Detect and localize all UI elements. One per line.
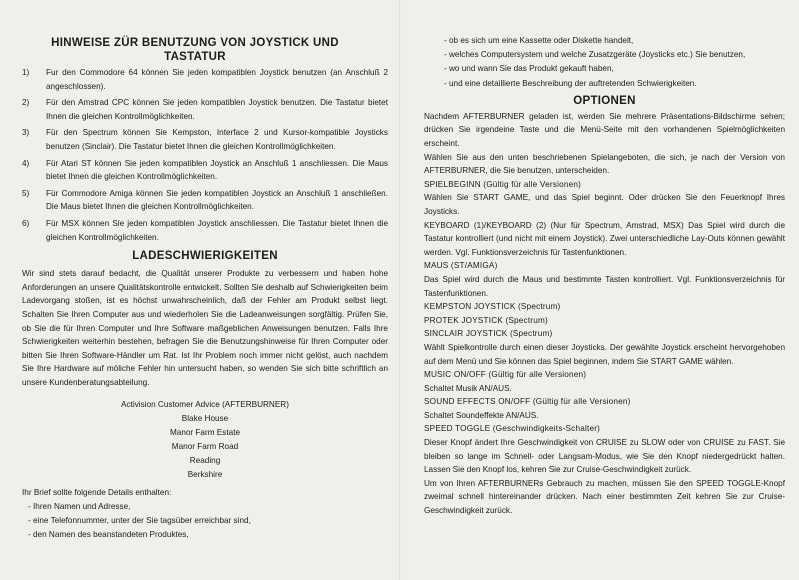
maus-text: Das Spiel wird durch die Maus und bestimmte Tasten kontrolliert. Vgl. Funktionsverzeichnis für Tastenfunktionen. xyxy=(424,274,785,298)
joystick-hints-list xyxy=(22,66,388,244)
keyboard-text: KEYBOARD (1)/KEYBOARD (2) (Nur für Spectrum, Amstrad, MSX) Das Spiel wird durch die Tastatur kontrolliert (und nicht mit einem Joystick). Zwei unterschiedliche Lay-Outs können gewählt werden. Vgl. Funktionsverzeichnis für Tastenfunktionen. xyxy=(424,220,785,257)
load-heading: LADESCHWIERIGKEITEN xyxy=(132,250,278,263)
address-line: Blake House xyxy=(181,414,229,424)
letter-details-list xyxy=(22,500,388,543)
sinclair-label: SINCLAIR JOYSTICK (Spectrum) xyxy=(424,329,553,339)
address-line: Reading xyxy=(189,456,221,466)
spielbeginn-text: Wählen Sie START GAME, und das Spiel beginnt. Oder drücken Sie den Feuerknopf Ihres Joysticks. xyxy=(424,193,785,216)
list-item: - Ihren Namen und Adresse, xyxy=(28,502,131,512)
load-paragraph: Wir sind stets darauf bedacht, die Qualität unserer Produkte zu verbessern und haben hohe Anforderungen an unsere Qualitätskontrolle entwickelt. Sollten Sie deshalb auf Schwierigkeiten beim Ladevorgang stoßen, ist es höchst unwahrscheinlich, daß der Fehler am Produkt selbst liegt. Schalten Sie Ihren Computer aus und wiederholen Sie die Ladeanweisungen sorgfältig. Prüfen Sie, ob Sie die für Ihren Computer und Ihre Software maßgeblichen Anweisungen benutzen. Falls Ihre Schwierigkeiten weiterhin bestehen, befragen Sie die Benutzungshinweise für Ihren Computer oder bitten Sie Ihren Software-Händler um Rat. Ist Ihr Problem noch immer nicht gelöst, auch nachdem Sie Ihre Hardware auf möliche Fehler hin untersucht haben, so wenden Sie sich bitte schriftlich an unsere Kundenberatungsabteilung. xyxy=(22,269,388,387)
hint-item: 2) Für den Amstrad CPC können Sie jeden kompatiblen Joystick benutzen. Die Tastatur bietet Ihnen die gleichen Kontrollmöglichkeiten. xyxy=(22,98,388,121)
hint-item: 5) Für Commodore Amiga können Sie jeden kompatiblen Joystick an Anschluß 1 anschließen. Die Maus bietet Ihnen die gleichen Kontrollmöglichkeiten. xyxy=(22,188,388,212)
list-item: - und eine detaillierte Beschreibung der auftretenden Schwierigkeiten. xyxy=(444,78,697,88)
letter-details-list-continued xyxy=(424,34,785,91)
address-line: Manor Farm Estate xyxy=(169,428,241,438)
address-block xyxy=(22,398,388,482)
speed-toggle-text-2: Um von Ihren AFTERBURNERs Gebrauch zu machen, müssen Sie den SPEED TOGGLE-Knopf zweimal schnell hintereinander drücken. Nach einer bestimmten Zeit kehren Sie zur Cruise-Geschwindigkeit zurück. xyxy=(424,478,785,516)
joystick-text: Wählt Spielkontrolle durch einen dieser Joysticks. Der gewählte Joystick erscheint hervorgehoben auf dem Menü und Sie können das Spiel beginnen, indem Sie START GAME wählen. xyxy=(424,342,785,366)
hint-item: 1) Fur den Commodore 64 können Sie jeden kompatiblen Joystick benutzen (an Anschluß 2 angeschlossen). xyxy=(22,68,388,91)
address-line: Manor Farm Road xyxy=(171,442,239,452)
options-section xyxy=(424,110,785,518)
sfx-label: SOUND EFFECTS ON/OFF (Gültig für alle Versionen) xyxy=(424,397,631,407)
options-heading: OPTIONEN xyxy=(573,94,636,107)
address-line: Activision Customer Advice (AFTERBURNER) xyxy=(121,400,289,410)
joystick-heading: HINWEISE ZÜR BENUTZUNG VON JOYSTICK UND TASTATUR xyxy=(51,37,339,63)
right-page xyxy=(400,0,799,580)
hint-item: 3) Für den Spectrum können Sie Kempston, Interface 2 und Kursor-kompatible Joysticks benutzen (Sinclair). Die Tastatur bietet Ihnen die gleichen Kontrollmöglichkeiten. xyxy=(22,128,388,151)
speed-toggle-label: SPEED TOGGLE (Geschwindigkeits-Schalter) xyxy=(424,424,601,434)
sfx-text: Schaltet Soundeffekte AN/AUS. xyxy=(424,410,539,420)
options-intro: Nachdem AFTERBURNER geladen ist, werden Sie mehrere Präsentations-Bildschirme sehen; drücken Sie irgendeine Taste und die Menü-Seite mit den vorhandenen Spielmöglichkeiten erscheint. xyxy=(424,111,785,148)
spielbeginn-label: SPIELBEGINN (Gültig für alle Versionen) xyxy=(424,179,582,189)
list-item: - ob es sich um eine Kassette oder Diskette handelt, xyxy=(444,36,634,45)
music-text: Schaltet Musik AN/AUS. xyxy=(424,383,512,393)
hint-item: 4) Für Atari ST können Sie jeden kompatiblen Joystick an Anschluß 1 anschliessen. Die Maus bietet Ihnen die gleichen Kontrollmöglichkeiten. xyxy=(22,158,388,182)
address-line: Berkshire xyxy=(187,470,223,480)
protek-label: PROTEK JOYSTICK (Spectrum) xyxy=(424,315,548,325)
music-label: MUSIC ON/OFF (Gültig für alle Versionen) xyxy=(424,370,587,380)
speed-toggle-text: Dieser Knopf ändert Ihre Geschwindigkeit von CRUISE zu SLOW oder von CRUISE zu FAST. Sie bleiben so lange im Schnell- oder Langsam-Modus, wie Sie den Knopf niedergedrückt halten. Lassen Sie den Knopf los, kehren Sie zur Cruise-Geschwindigkeit zurück. xyxy=(424,438,785,475)
list-item: - welches Computersystem und welche Zusatzgeräte (Joysticks etc.) Sie benutzen, xyxy=(444,50,746,60)
maus-label: MAUS (ST/AMIGA) xyxy=(424,261,498,271)
letter-intro: Ihr Brief sollte folgende Details enthalten: xyxy=(22,488,172,498)
options-intro-2: Wählen Sie aus den unten beschriebenen Spielangeboten, die sich, je nach der Version von AFTERBURNER, die Sie benutzen, unterscheiden. xyxy=(424,152,785,176)
kempston-label: KEMPSTON JOYSTICK (Spectrum) xyxy=(424,302,561,312)
hint-item: 6) Für MSX können Sie jeden kompatiblen Joystick anschliessen. Die Tastatur bietet Ihnen die gleichen Kontrollmöglichkeiten. xyxy=(22,218,388,242)
list-item: - den Namen des beanstandeten Produktes, xyxy=(28,530,189,540)
list-item: - eine Telefonnummer, unter der Sie tagsüber erreichbar sind, xyxy=(28,516,251,526)
list-item: - wo und wann Sie das Produkt gekauft haben, xyxy=(444,64,614,74)
